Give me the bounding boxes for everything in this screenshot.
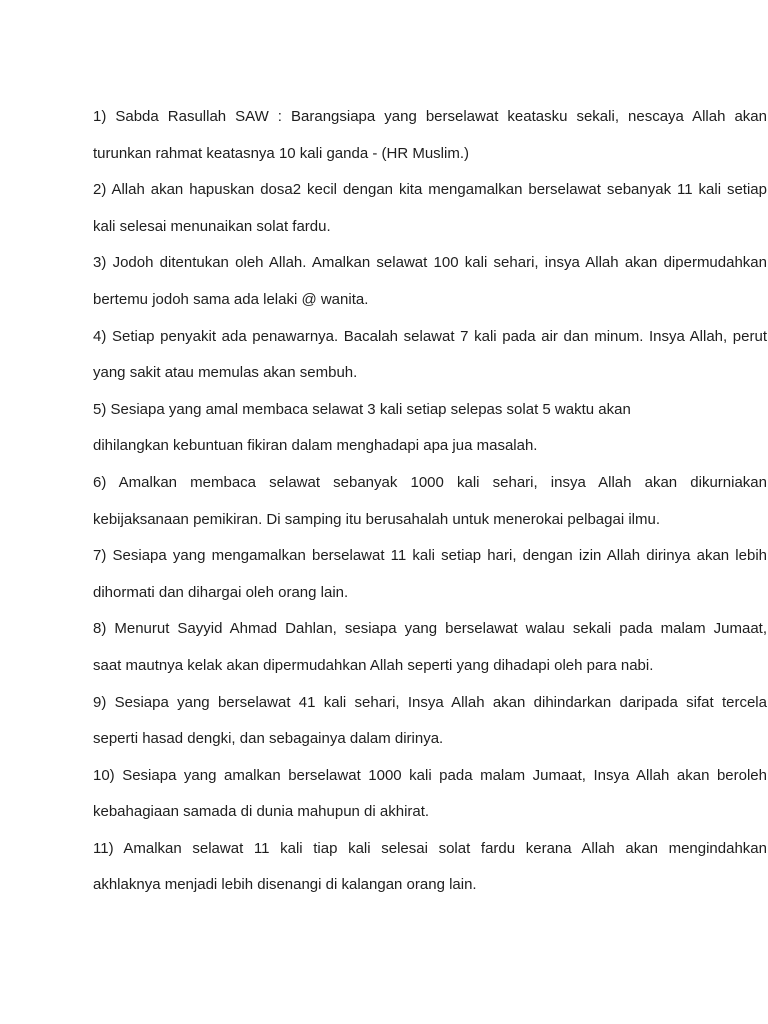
item-text-line: bertemu jodoh sama ada lelaki @ wanita. [93,290,369,308]
list-item-5 [93,392,767,465]
item-text-line: kebijaksanaan pemikiran. Di samping itu berusahalah untuk menerokai pelbagai ilmu. [93,510,660,528]
list-item-7 [93,538,767,611]
item-text-line: 6) Amalkan membaca selawat sebanyak 1000 kali sehari, insya Allah akan dikurniakan [93,473,767,491]
item-text-line: dihormati dan dihargai oleh orang lain. [93,583,349,601]
item-text-line: 4) Setiap penyakit ada penawarnya. Bacalah selawat 7 kali pada air dan minum. Insya Allah, perut [93,327,767,345]
item-text-line: 8) Menurut Sayyid Ahmad Dahlan, sesiapa yang berselawat walau sekali pada malam Jumaat, [93,620,767,638]
item-text-line: turunkan rahmat keatasnya 10 kali ganda - (HR Muslim.) [93,144,469,162]
item-text-line: seperti hasad dengki, dan sebagainya dalam dirinya. [93,730,444,748]
item-text-line: 1) Sabda Rasullah SAW : Barangsiapa yang berselawat keatasku sekali, nescaya Allah akan [93,108,767,125]
item-text-line: dihilangkan kebuntuan fikiran dalam menghadapi apa jua masalah. [93,437,538,455]
list-item-1 [93,99,767,172]
item-text-line: 2) Allah akan hapuskan dosa2 kecil dengan kita mengamalkan berselawat sebanyak 11 kali setiap [93,181,767,199]
item-text-line: kali selesai menunaikan solat fardu. [93,217,331,235]
document-body [93,99,767,904]
item-text-line: saat mautnya kelak akan dipermudahkan Allah seperti yang dihadapi oleh para nabi. [93,656,654,674]
item-text-line: yang sakit atau memulas akan sembuh. [93,364,358,382]
list-item-11 [93,831,767,904]
item-text-line: 5) Sesiapa yang amal membaca selawat 3 kali setiap selepas solat 5 waktu akan [93,400,631,418]
item-text-line: 10) Sesiapa yang amalkan berselawat 1000 kali pada malam Jumaat, Insya Allah akan beroleh [93,766,767,784]
list-item-6 [93,465,767,538]
list-item-9 [93,685,767,758]
list-item-4 [93,319,767,392]
list-item-10 [93,758,767,831]
item-text-line: 9) Sesiapa yang berselawat 41 kali sehari, Insya Allah akan dihindarkan daripada sifat tercela [93,693,767,711]
item-text-line: 7) Sesiapa yang mengamalkan berselawat 11 kali setiap hari, dengan izin Allah dirinya akan lebih [93,547,767,565]
item-text-line: 11) Amalkan selawat 11 kali tiap kali selesai solat fardu kerana Allah akan mengindahkan [93,839,767,857]
list-item-3 [93,245,767,318]
item-text-line: akhlaknya menjadi lebih disenangi di kalangan orang lain. [93,876,477,894]
list-item-8 [93,611,767,684]
item-text-line: 3) Jodoh ditentukan oleh Allah. Amalkan selawat 100 kali sehari, insya Allah akan dipermudahkan [93,254,767,272]
list-item-2 [93,172,767,245]
item-text-line: kebahagiaan samada di dunia mahupun di akhirat. [93,803,430,821]
